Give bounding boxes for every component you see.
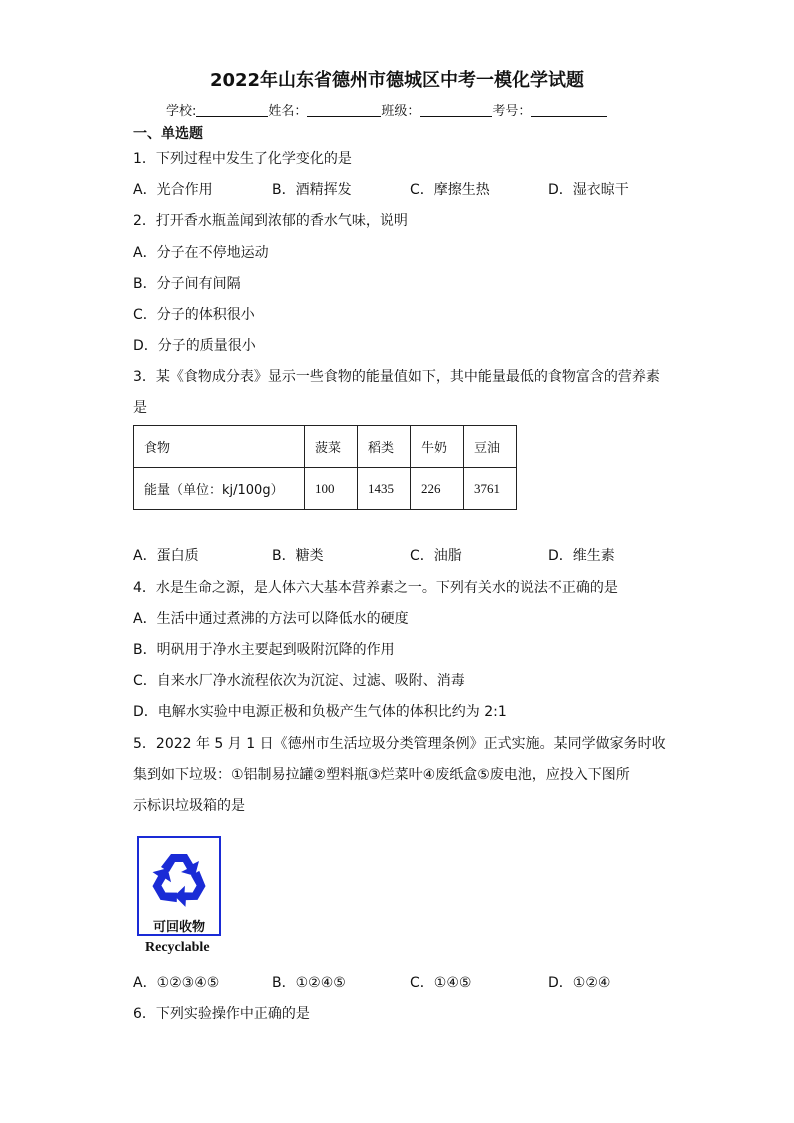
bin-label: 可回收物 bbox=[152, 920, 205, 935]
q4-option-a: A．生活中通过煮沸的方法可以降低水的硬度 bbox=[133, 611, 409, 627]
table-cell: 牛奶 bbox=[411, 426, 464, 468]
q4-option-d: D．电解水实验中电源正极和负极产生气体的体积比约为 2:1 bbox=[133, 704, 507, 720]
page-title: 2022年山东省德州市德城区中考一模化学试题 bbox=[209, 70, 585, 91]
q2-option-a: A．分子在不停地运动 bbox=[133, 245, 269, 261]
q3-option-a: A．蛋白质 bbox=[133, 548, 199, 564]
exam-no-blank[interactable] bbox=[531, 104, 607, 117]
q3-stem-line2: 是 bbox=[133, 400, 147, 416]
q3-option-c: C．油脂 bbox=[410, 548, 462, 564]
class-blank[interactable] bbox=[420, 104, 492, 117]
q3-option-b: B．糖类 bbox=[272, 548, 324, 564]
q2-option-c: C．分子的体积很小 bbox=[133, 307, 255, 323]
q4-option-b: B．明矾用于净水主要起到吸附沉降的作用 bbox=[133, 642, 395, 658]
school-blank[interactable] bbox=[196, 104, 268, 117]
name-blank[interactable] bbox=[307, 104, 381, 117]
recyclable-bin-sign bbox=[137, 836, 221, 936]
q1-stem: 1．下列过程中发生了化学变化的是 bbox=[133, 151, 352, 167]
q6-stem: 6．下列实验操作中正确的是 bbox=[133, 1006, 310, 1022]
student-info bbox=[166, 104, 607, 118]
q1-option-d: D．湿衣晾干 bbox=[548, 182, 629, 198]
table-cell: 能量（单位：kj/100g） bbox=[134, 468, 305, 510]
table-cell: 豆油 bbox=[464, 426, 517, 468]
q2-option-d: D．分子的质量很小 bbox=[133, 338, 256, 354]
class-label: 班级： bbox=[381, 104, 421, 119]
q5-stem-line1: 5．2022 年 5 月 1 日《德州市生活垃圾分类管理条例》正式实施。某同学做家务时收 bbox=[133, 736, 666, 752]
table-cell: 稻类 bbox=[358, 426, 411, 468]
section-heading: 一、单选题 bbox=[133, 126, 203, 142]
q5-option-d: D．①②④ bbox=[548, 975, 611, 991]
table-row bbox=[134, 426, 517, 468]
q2-stem: 2．打开香水瓶盖闻到浓郁的香水气味，说明 bbox=[133, 213, 408, 229]
exam-no-label: 考号： bbox=[492, 104, 532, 119]
bin-caption: Recyclable bbox=[145, 940, 210, 955]
food-energy-table bbox=[133, 425, 517, 510]
table-cell: 100 bbox=[305, 468, 358, 510]
q5-option-c: C．①④⑤ bbox=[410, 975, 472, 991]
table-cell: 3761 bbox=[464, 468, 517, 510]
q4-option-c: C．自来水厂净水流程依次为沉淀、过滤、吸附、消毒 bbox=[133, 673, 465, 689]
q3-stem-line1: 3．某《食物成分表》显示一些食物的能量值如下，其中能量最低的食物富含的营养素 bbox=[133, 369, 660, 385]
table-cell: 菠菜 bbox=[305, 426, 358, 468]
name-label: 姓名： bbox=[268, 104, 308, 119]
q4-stem: 4．水是生命之源，是人体六大基本营养素之一。下列有关水的说法不正确的是 bbox=[133, 580, 618, 596]
q1-option-b: B．酒精挥发 bbox=[272, 182, 352, 198]
table-cell: 226 bbox=[411, 468, 464, 510]
table-cell: 1435 bbox=[358, 468, 411, 510]
q1-option-a: A．光合作用 bbox=[133, 182, 213, 198]
table-cell: 食物 bbox=[134, 426, 305, 468]
table-row bbox=[134, 468, 517, 510]
q5-stem-line2: 集到如下垃圾：①铝制易拉罐②塑料瓶③烂菜叶④废纸盒⑤废电池，应投入下图所 bbox=[133, 767, 630, 783]
q1-option-c: C．摩擦生热 bbox=[410, 182, 490, 198]
q3-option-d: D．维生素 bbox=[548, 548, 615, 564]
recycle-icon bbox=[147, 846, 211, 910]
q5-stem-line3: 示标识垃圾箱的是 bbox=[133, 798, 245, 814]
school-label: 学校: bbox=[166, 104, 197, 119]
q5-option-b: B．①②④⑤ bbox=[272, 975, 346, 991]
q5-option-a: A．①②③④⑤ bbox=[133, 975, 220, 991]
q2-option-b: B．分子间有间隔 bbox=[133, 276, 241, 292]
